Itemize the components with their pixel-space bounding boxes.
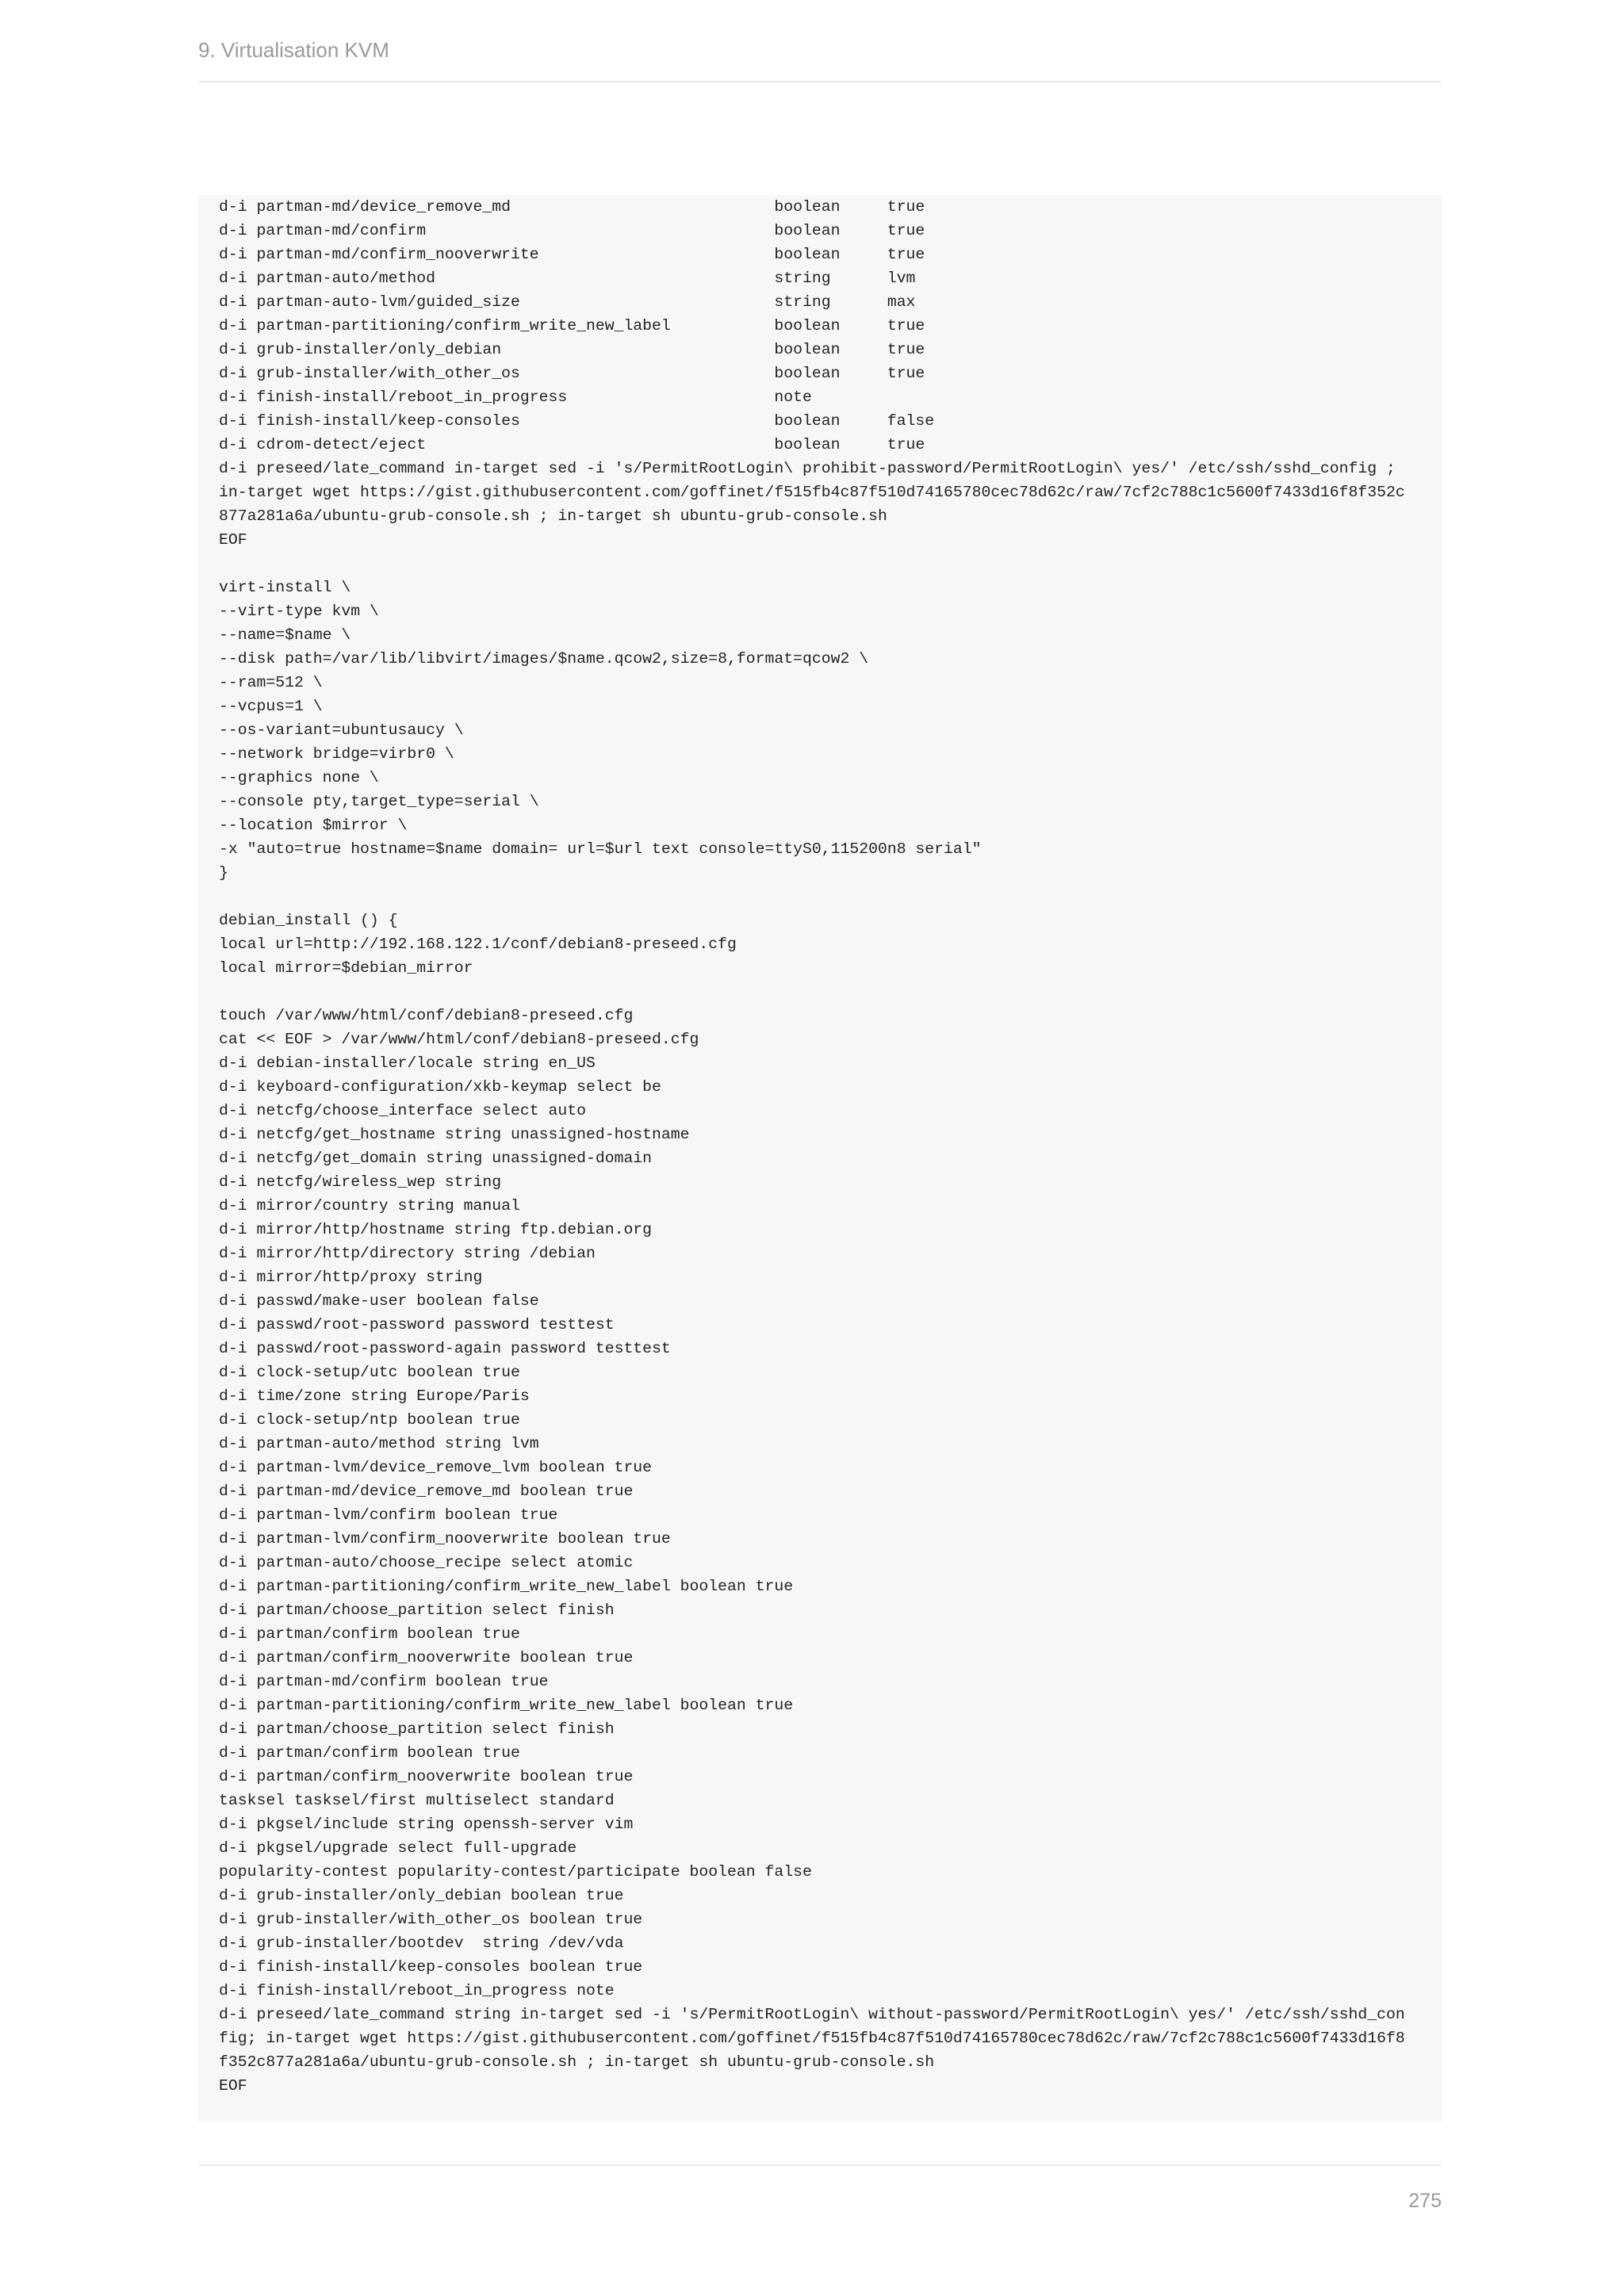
code-line: d-i partman-md/confirm_nooverwrite boolean true bbox=[219, 246, 925, 263]
code-line: --location $mirror \ bbox=[219, 817, 408, 834]
code-line: } bbox=[219, 864, 228, 882]
code-line: EOF bbox=[219, 531, 247, 549]
code-line: d-i partman/choose_partition select finish bbox=[219, 1601, 615, 1619]
code-line: d-i debian-installer/locale string en_US bbox=[219, 1054, 596, 1072]
page-header bbox=[198, 38, 1442, 82]
code-line: d-i partman-md/device_remove_md boolean true bbox=[219, 198, 925, 216]
code-line: --virt-type kvm \ bbox=[219, 603, 379, 620]
code-line: d-i pkgsel/upgrade select full-upgrade bbox=[219, 1839, 577, 1857]
code-line: d-i partman-md/device_remove_md boolean true bbox=[219, 1483, 634, 1500]
code-line: d-i partman/confirm boolean true bbox=[219, 1744, 520, 1762]
code-line: -x "auto=true hostname=$name domain= url=$url text console=ttyS0,115200n8 serial" bbox=[219, 840, 982, 858]
code-line: --network bridge=virbr0 \ bbox=[219, 745, 454, 763]
code-line: --name=$name \ bbox=[219, 626, 351, 644]
code-line bbox=[219, 552, 1423, 576]
code-line: f352c877a281a6a/ubuntu-grub-console.sh ; in-target sh ubuntu-grub-console.sh bbox=[219, 2053, 935, 2071]
code-line: --graphics none \ bbox=[219, 769, 379, 786]
code-line: d-i cdrom-detect/eject boolean true bbox=[219, 436, 925, 453]
code-line bbox=[219, 885, 1423, 909]
code-line: local mirror=$debian_mirror bbox=[219, 959, 473, 977]
code-line: d-i netcfg/wireless_wep string bbox=[219, 1173, 502, 1191]
page-footer bbox=[198, 2164, 1442, 2212]
code-line: d-i keyboard-configuration/xkb-keymap select be bbox=[219, 1078, 661, 1096]
code-line: d-i clock-setup/ntp boolean true bbox=[219, 1411, 520, 1429]
code-line: d-i passwd/root-password password testtest bbox=[219, 1316, 615, 1334]
code-line: EOF bbox=[219, 2077, 247, 2095]
code-line: --vcpus=1 \ bbox=[219, 698, 323, 715]
code-line: 877a281a6a/ubuntu-grub-console.sh ; in-target sh ubuntu-grub-console.sh bbox=[219, 507, 887, 525]
code-line: d-i pkgsel/include string openssh-server vim bbox=[219, 1816, 634, 1833]
code-line: d-i partman-auto/method string lvm bbox=[219, 270, 916, 287]
code-line: local url=http://192.168.122.1/conf/debian8-preseed.cfg bbox=[219, 936, 737, 953]
code-line: d-i mirror/http/directory string /debian bbox=[219, 1245, 596, 1262]
code-line: d-i partman-md/confirm boolean true bbox=[219, 222, 925, 239]
code-line: d-i netcfg/get_domain string unassigned-domain bbox=[219, 1150, 653, 1167]
code-line: d-i netcfg/get_hostname string unassigned-hostname bbox=[219, 1126, 690, 1143]
code-line: d-i clock-setup/utc boolean true bbox=[219, 1364, 520, 1381]
code-line: touch /var/www/html/conf/debian8-preseed.cfg bbox=[219, 1007, 634, 1024]
code-line: d-i partman-partitioning/confirm_write_new_label boolean true bbox=[219, 317, 925, 335]
code-line: d-i partman/confirm_nooverwrite boolean true bbox=[219, 1768, 634, 1785]
code-lines bbox=[198, 195, 1442, 2098]
code-line: d-i partman-lvm/confirm_nooverwrite boolean true bbox=[219, 1530, 671, 1548]
code-line: d-i grub-installer/only_debian boolean true bbox=[219, 341, 925, 358]
code-line: d-i netcfg/choose_interface select auto bbox=[219, 1102, 586, 1119]
code-line: d-i finish-install/keep-consoles boolean false bbox=[219, 412, 935, 430]
page-number: 275 bbox=[1408, 2190, 1442, 2212]
code-line: d-i partman-lvm/device_remove_lvm boolean true bbox=[219, 1459, 653, 1476]
code-line: cat << EOF > /var/www/html/conf/debian8-preseed.cfg bbox=[219, 1031, 699, 1048]
code-line: tasksel tasksel/first multiselect standard bbox=[219, 1792, 615, 1809]
code-line: d-i grub-installer/only_debian boolean true bbox=[219, 1887, 624, 1904]
code-line: d-i partman/choose_partition select finish bbox=[219, 1720, 615, 1738]
code-line: d-i partman-auto/method string lvm bbox=[219, 1435, 539, 1452]
code-line: fig; in-target wget https://gist.githubusercontent.com/goffinet/f515fb4c87f510d74165780cec78d62c/raw/7cf2c788c1c5600f7433d16f8 bbox=[219, 2030, 1405, 2047]
code-line: d-i passwd/make-user boolean false bbox=[219, 1292, 539, 1310]
code-line: d-i finish-install/keep-consoles boolean true bbox=[219, 1958, 643, 1976]
code-line: popularity-contest popularity-contest/participate boolean false bbox=[219, 1863, 812, 1881]
code-line: --console pty,target_type=serial \ bbox=[219, 793, 539, 810]
code-line: d-i grub-installer/with_other_os boolean true bbox=[219, 365, 925, 382]
code-line: d-i partman-auto/choose_recipe select atomic bbox=[219, 1554, 634, 1571]
code-line: d-i partman-partitioning/confirm_write_new_label boolean true bbox=[219, 1697, 794, 1714]
code-line: d-i mirror/country string manual bbox=[219, 1197, 520, 1215]
code-line bbox=[219, 980, 1423, 1004]
code-line: d-i partman-lvm/confirm boolean true bbox=[219, 1506, 558, 1524]
code-line: d-i finish-install/reboot_in_progress note bbox=[219, 1982, 615, 1999]
code-line: d-i partman/confirm_nooverwrite boolean true bbox=[219, 1649, 634, 1667]
code-line: debian_install () { bbox=[219, 912, 398, 929]
code-line: --ram=512 \ bbox=[219, 674, 323, 691]
code-line: d-i partman-auto-lvm/guided_size string max bbox=[219, 293, 916, 311]
code-line: --os-variant=ubuntusaucy \ bbox=[219, 721, 464, 739]
code-line: d-i finish-install/reboot_in_progress note bbox=[219, 388, 812, 406]
code-block bbox=[198, 195, 1442, 2122]
code-line: d-i partman-partitioning/confirm_write_new_label boolean true bbox=[219, 1578, 794, 1595]
code-line: d-i time/zone string Europe/Paris bbox=[219, 1387, 530, 1405]
code-line: d-i partman-md/confirm boolean true bbox=[219, 1673, 549, 1690]
code-line: d-i mirror/http/hostname string ftp.debian.org bbox=[219, 1221, 653, 1238]
chapter-title: 9. Virtualisation KVM bbox=[198, 38, 389, 62]
code-line: d-i passwd/root-password-again password testtest bbox=[219, 1340, 671, 1357]
code-line: d-i mirror/http/proxy string bbox=[219, 1269, 483, 1286]
code-line: d-i preseed/late_command in-target sed -i 's/PermitRootLogin\ prohibit-password/PermitRootLogin\ yes/' /etc/ssh/sshd_config ; bbox=[219, 460, 1396, 477]
code-line: d-i grub-installer/bootdev string /dev/vda bbox=[219, 1934, 624, 1952]
code-line: virt-install \ bbox=[219, 579, 351, 596]
code-line: d-i preseed/late_command string in-target sed -i 's/PermitRootLogin\ without-password/PermitRootLogin\ yes/' /etc/ssh/sshd_con bbox=[219, 2006, 1405, 2023]
code-line: --disk path=/var/lib/libvirt/images/$name.qcow2,size=8,format=qcow2 \ bbox=[219, 650, 869, 668]
code-line: d-i partman/confirm boolean true bbox=[219, 1625, 520, 1643]
code-line: d-i grub-installer/with_other_os boolean true bbox=[219, 1911, 643, 1928]
code-line: in-target wget https://gist.githubusercontent.com/goffinet/f515fb4c87f510d74165780cec78d62c/raw/7cf2c788c1c5600f7433d16f8f352c bbox=[219, 484, 1405, 501]
